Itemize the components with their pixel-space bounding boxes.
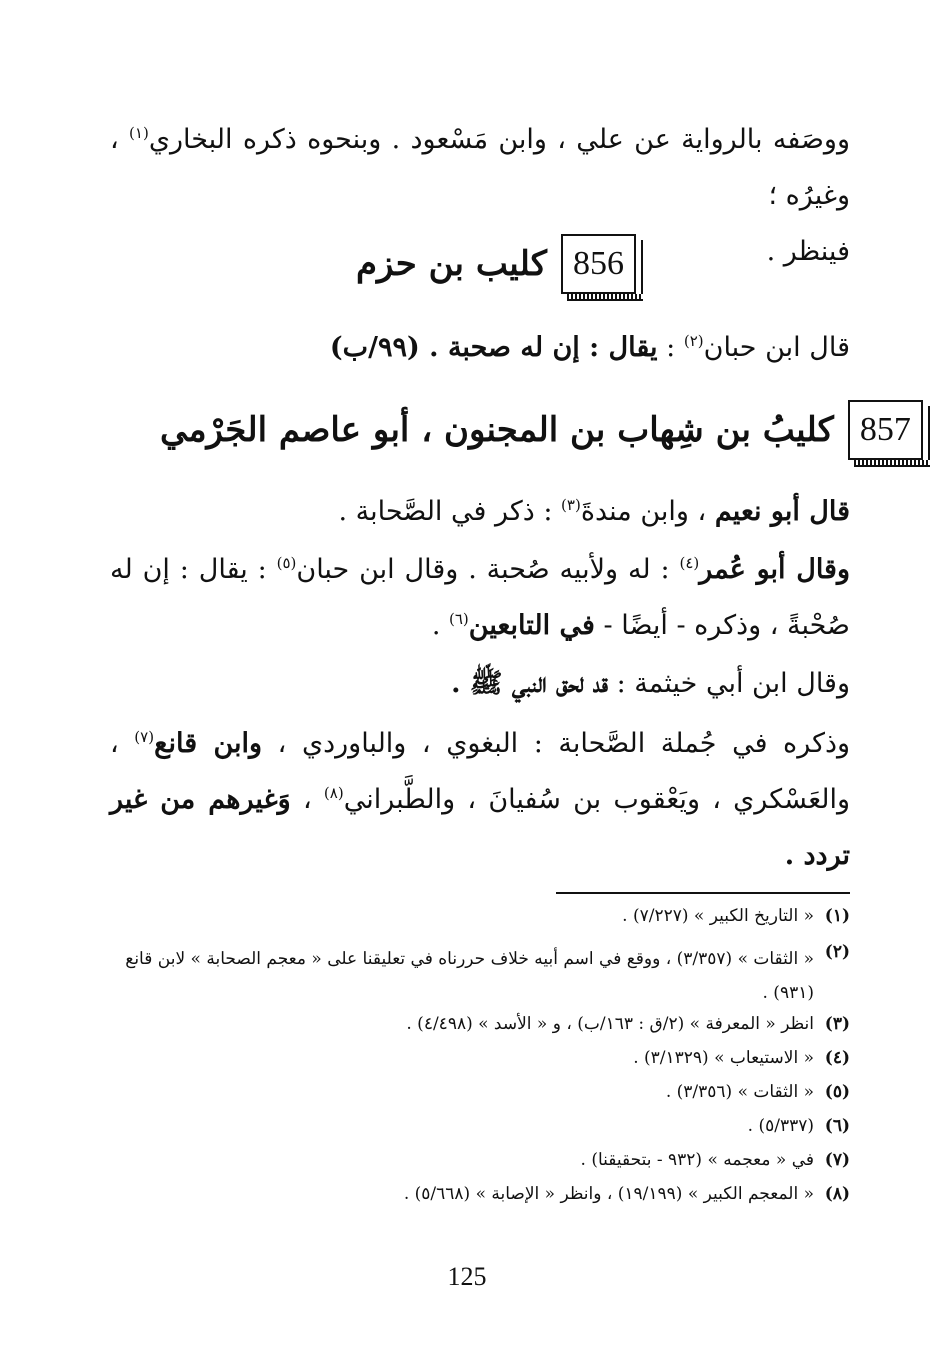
entry-857-para2: [110, 542, 850, 654]
intro-line1: ووصَفه بالرواية عن علي ، وابن مَسْعود . وبنحوه ذكره البخاري: [148, 124, 851, 155]
entry-856-heading: [356, 234, 636, 294]
footnote-6-number: (٦): [824, 1116, 850, 1136]
footnote-1-number: (١): [824, 906, 850, 926]
p2-b: : يقال : إن له صُحْبةً ، وذكره - أيضًا -: [110, 554, 850, 641]
footnote-8: [110, 1184, 850, 1204]
intro-line1-end: ، وغيرُه ؛: [110, 124, 850, 211]
footnote-1: [110, 906, 850, 926]
entry-856-body-b: :: [657, 332, 684, 363]
footnote-ref-5[interactable]: (٥): [276, 554, 297, 572]
footnote-8-number: (٨): [824, 1184, 850, 1204]
p2-a: : له ولأبيه صُحبة . وقال ابن حبان: [296, 554, 680, 585]
footnote-8-text: « المعجم الكبير » (١٩/١٩٩) ، وانظر « الإصابة » (٥/٦٦٨) .: [403, 1184, 814, 1204]
entry-856-body-bold: يقال : إن له صحبة . (٩٩/ب): [329, 332, 658, 363]
p4-bold1: وابن قانع: [154, 728, 263, 759]
footnote-2-number: (٢): [824, 942, 850, 962]
p3-a: وقال ابن أبي خيثمة :: [608, 668, 850, 699]
footnote-5-number: (٥): [824, 1082, 850, 1102]
entry-857-para4: [110, 716, 850, 884]
p4-b: ، والعَسْكري ، ويَعْقوب بن سُفيانَ ، والطَّبراني: [110, 728, 850, 815]
footnote-ref-2[interactable]: (٢): [683, 332, 704, 350]
footnote-6-text: (٥/٣٣٧) .: [747, 1116, 814, 1136]
entry-857-number-box: [848, 400, 923, 460]
footnote-ref-6[interactable]: (٦): [449, 610, 469, 628]
entry-857-heading: [160, 400, 923, 460]
entry-857-title: كليبُ بن شِهاب بن المجنون ، أبو عاصم الجَرْمي: [160, 410, 834, 450]
p4-a: وذكره في جُملة الصَّحابة : البغوي ، والباوردي ،: [262, 728, 851, 759]
footnote-ref-1[interactable]: (١): [129, 124, 149, 142]
footnote-3-number: (٣): [824, 1014, 850, 1034]
footnote-2-text: « الثقات » (٣/٣٥٧) ، ووقع في اسم أبيه خلاف حررناه في تعليقنا على « معجم الصحابة » لابن قانع (٩٣١) .: [125, 949, 814, 1003]
page-number: 125: [447, 1262, 487, 1291]
p4-bold2: وَغيرهم من غير تردد .: [110, 784, 850, 871]
entry-857-number: 857: [859, 411, 911, 448]
footnote-ref-3[interactable]: (٣): [561, 496, 581, 514]
footnote-6: [110, 1116, 850, 1136]
footnote-5-text: « الثقات » (٣/٣٥٦) .: [665, 1082, 814, 1102]
intro-line2: فينظر .: [766, 236, 850, 267]
footnote-ref-8[interactable]: (٨): [323, 784, 344, 802]
footnote-4: [110, 1048, 850, 1068]
footnote-4-text: « الاستيعاب » (٣/١٣٢٩) .: [633, 1048, 814, 1068]
entry-856-title: كليب بن حزم: [356, 244, 547, 284]
entry-856-number-box: [561, 234, 636, 294]
footnote-5: [110, 1082, 850, 1102]
p4-c: ،: [290, 784, 324, 815]
entry-856-number: 856: [572, 245, 624, 282]
footnote-separator: [556, 892, 850, 894]
footnote-1-text: « التاريخ الكبير » (٧/٢٢٧) .: [622, 906, 814, 926]
p2-c: .: [431, 610, 449, 641]
entry-857-para3: [110, 656, 850, 712]
p1-b: : ذكر في الصَّحابة .: [338, 496, 562, 527]
footnote-7-number: (٧): [824, 1150, 850, 1170]
p2-bold1: وقال أبو عُمر: [699, 554, 851, 585]
p1-a: ، وابن مندةَ: [580, 496, 715, 527]
p3-bold: قد لحق النبي ﷺ .: [451, 668, 609, 699]
footnote-ref-4[interactable]: (٤): [679, 554, 700, 572]
footnote-7: [110, 1150, 850, 1170]
footnote-ref-7[interactable]: (٧): [134, 728, 155, 746]
footnote-7-text: في « معجمه » (٩٣٢ - بتحقيقنا) .: [580, 1150, 814, 1170]
footnote-3: [110, 1014, 850, 1034]
p2-bold2: في التابعين: [468, 610, 595, 641]
entry-857-para1: [110, 484, 850, 540]
footnote-2: [110, 942, 850, 1010]
entry-856-body: [110, 320, 850, 376]
entry-856-body-a: قال ابن حبان: [703, 332, 850, 363]
footnote-4-number: (٤): [824, 1048, 850, 1068]
footnote-3-text: انظر « المعرفة » (٢/ق : ١٦٣/ب) ، و « الأسد » (٤/٤٩٨) .: [406, 1014, 814, 1034]
p1-bold: قال أبو نعيم: [714, 496, 850, 527]
